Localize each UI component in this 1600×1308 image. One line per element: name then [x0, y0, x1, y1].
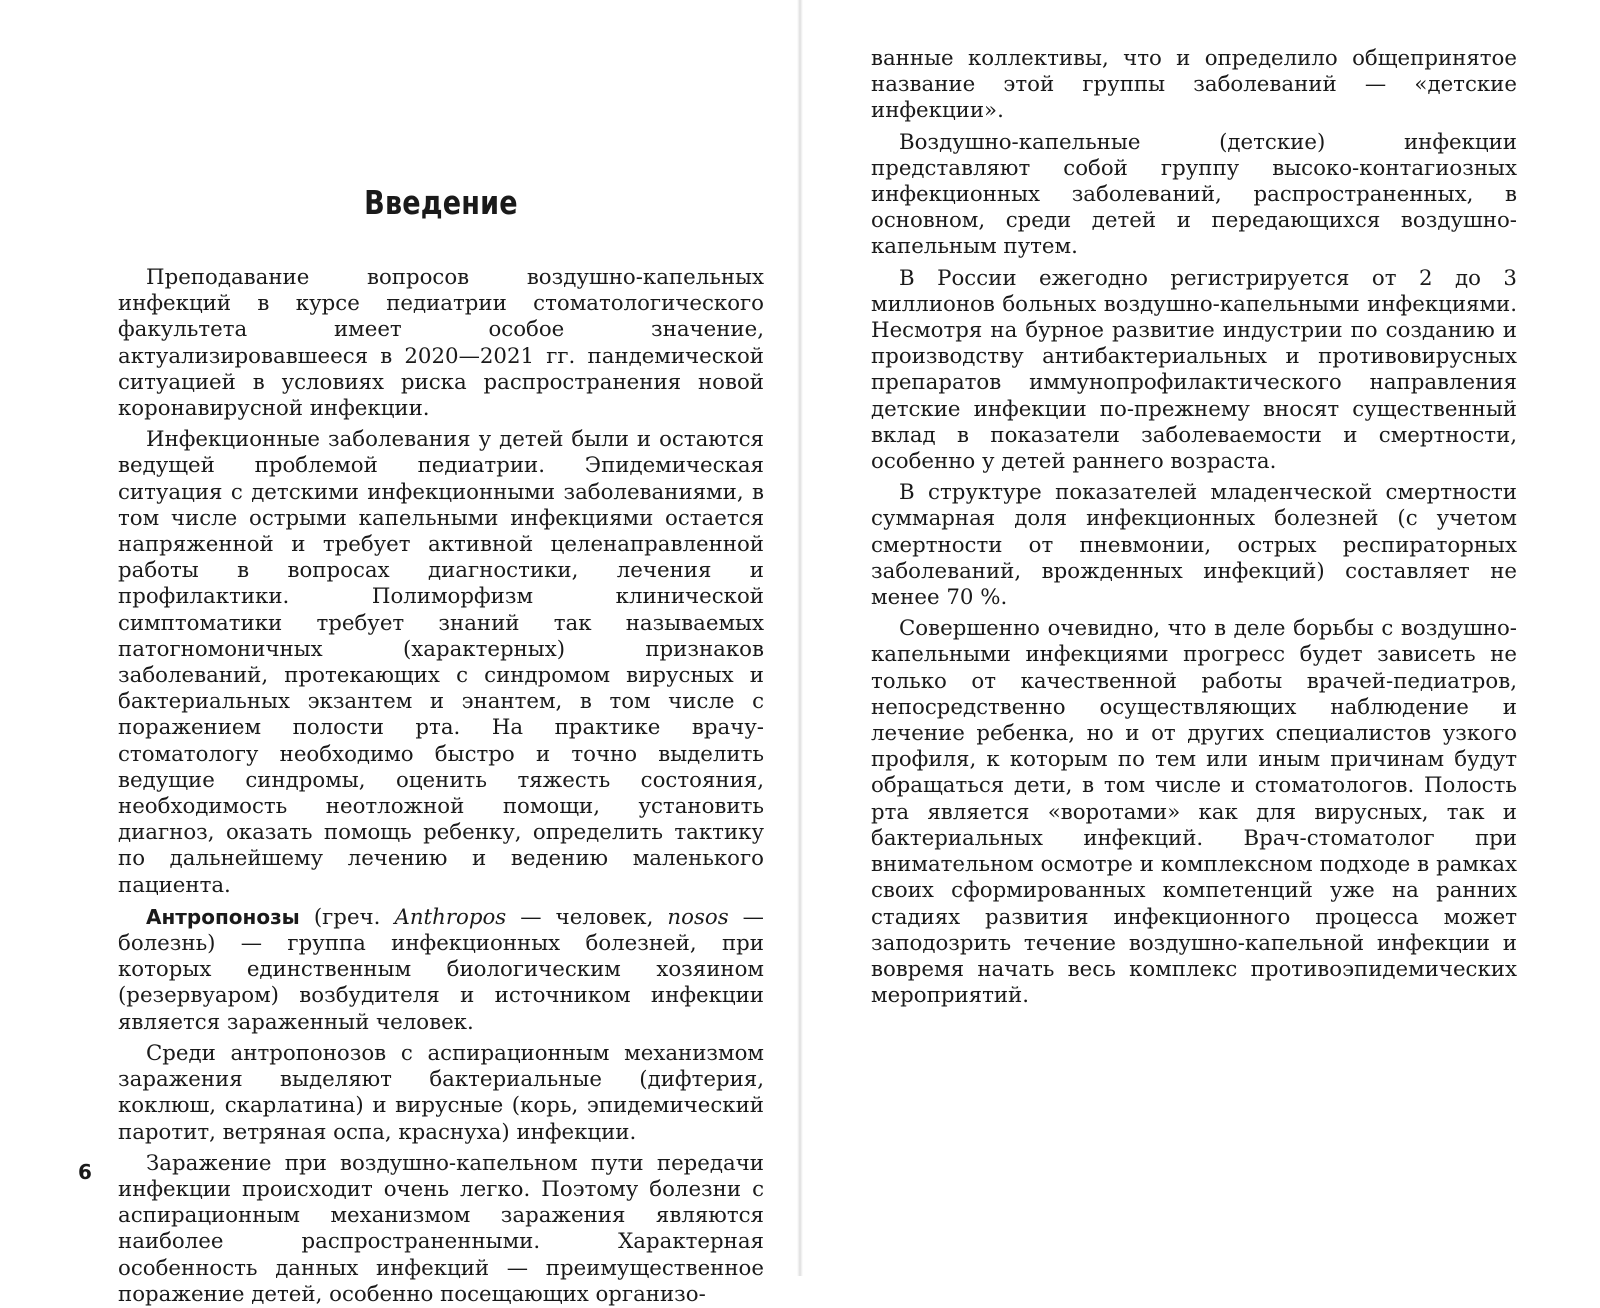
paragraph: В структуре показателей младенческой смертности суммарная доля инфекционных болезней (с учетом смертности от пневмонии, острых респираторных заболеваний, врожденных инфекций) составляет не менее 70 %.	[871, 480, 1517, 611]
paragraph: Воздушно-капельные (детские) инфекции представляют собой группу высоко-контагиозных инфекционных заболеваний, распространенных, в основном, среди детей и передающихся воздушно-капельным путем.	[871, 129, 1517, 260]
right-page-text	[871, 46, 1517, 1009]
paragraph-antroponozy	[118, 904, 764, 1036]
paragraph: Преподавание вопросов воздушно-капельных инфекций в курсе педиатрии стоматологического факультета имеет особое значение, актуализировавшееся в 2020—2021 гг. пандемической ситуацией в условиях риска распространения новой коронавирусной инфекции.	[118, 265, 764, 422]
paragraph-text: — болезнь) — группа инфекционных болезней, при которых единственным биологическим хозяином (резервуаром) возбудителя и источником инфекции является зараженный человек.	[118, 904, 764, 1035]
paragraph-text: — человек,	[506, 904, 668, 930]
paragraph: Инфекционные заболевания у детей были и остаются ведущей проблемой педиатрии. Эпидемическая ситуация с детскими инфекционными заболеваниями, в том числе острыми капельными инфекциями остается напряженной и требует активной целенаправленной работы в вопросах диагностики, лечения и профилактики. Полиморфизм клинической симптоматики требует знаний так называемых патогномоничных (характерных) признаков заболеваний, протекающих с синдромом вирусных и бактериальных экзантем и энантем, в том числе с поражением полости рта. На практике врачу-стоматологу необходимо быстро и точно выделить ведущие синдромы, оценить тяжесть состояния, необходимость неотложной помощи, установить диагноз, оказать помощь ребенку, определить тактику по дальнейшему лечению и ведению маленького пациента.	[118, 427, 764, 898]
right-page	[802, 0, 1600, 1276]
paragraph: ванные коллективы, что и определило общепринятое название этой группы заболеваний — «детские инфекции».	[871, 46, 1517, 124]
page-number: 6	[78, 1160, 92, 1184]
left-page	[0, 0, 798, 1307]
latin-term: nosos	[667, 904, 729, 930]
paragraph: Заражение при воздушно-капельном пути передачи инфекции происходит очень легко. Поэтому болезни с аспирационным механизмом заражения являются наиболее распространенными. Характерная особенность данных инфекций — преимущественное поражение детей, особенно посещающих организо-	[118, 1150, 764, 1307]
left-page-text	[118, 265, 764, 1308]
paragraph-text: (греч.	[299, 904, 395, 930]
paragraph: В России ежегодно регистрируется от 2 до 3 миллионов больных воздушно-капельными инфекциями. Несмотря на бурное развитие индустрии по созданию и производству антибактериальных и противовирусных препаратов иммунопрофилактического направления детские инфекции по-прежнему вносят существенный вклад в показатели заболеваемости и смертности, особенно у детей раннего возраста.	[871, 265, 1517, 475]
latin-term: Anthropos	[394, 904, 507, 930]
paragraph: Среди антропонозов с аспирационным механизмом заражения выделяют бактериальные (дифтерия, коклюш, скарлатина) и вирусные (корь, эпидемический паротит, ветряная оспа, краснуха) инфекции.	[118, 1040, 764, 1145]
term-antroponozy: Антропонозы	[146, 904, 300, 929]
paragraph: Совершенно очевидно, что в деле борьбы с воздушно-капельными инфекциями прогресс будет зависеть не только от качественной работы врачей-педиатров, непосредственно осуществляющих наблюдение и лечение ребенка, но и от других специалистов узкого профиля, к которым по тем или иным причинам будут обращаться дети, в том числе и стоматологов. Полость рта является «воротами» как для вирусных, так и бактериальных инфекций. Врач-стоматолог при внимательном осмотре и комплексном подходе в рамках своих сформированных компетенций уже на ранних стадиях развития инфекционного процесса может заподозрить течение воздушно-капельной инфекции и вовремя начать весь комплекс противоэпидемических мероприятий.	[871, 616, 1517, 1009]
chapter-title: Введение	[364, 183, 518, 222]
